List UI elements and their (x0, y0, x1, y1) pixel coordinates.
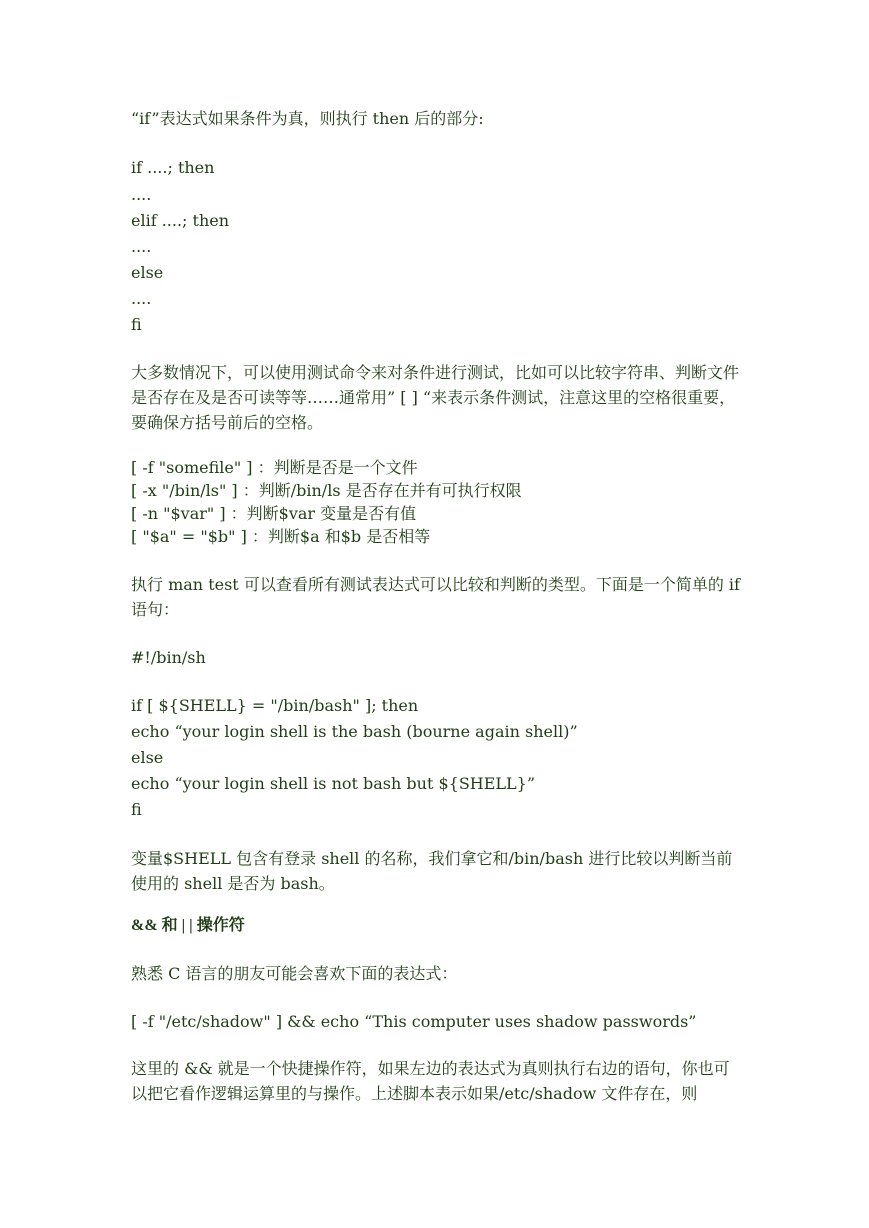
syntax-line: .... (131, 237, 152, 256)
and-paragraph: 这里的 && 就是一个快捷操作符，如果左边的表达式为真则执行右边的语句，你也可以把它看作逻辑运算里的与操作。上述脚本表示如果/etc/shadow 文件存在，则 (131, 1059, 730, 1103)
test-paragraph: 大多数情况下，可以使用测试命令来对条件进行测试，比如可以比较字符串、判断文件是否存在及是否可读等等……通常用” [ ] “来表示条件测试，注意这里的空格很重要，要确保方括号前后的空格。 (131, 363, 740, 432)
operators-heading: && 和 | | 操作符 (131, 917, 245, 934)
syntax-line: else (131, 263, 164, 282)
script-line: if [ ${SHELL} = "/bin/bash" ]; then (131, 696, 419, 715)
script-line: fi (131, 800, 142, 819)
script-line: echo “your login shell is the bash (bourne again shell)” (131, 722, 578, 741)
syntax-line: .... (131, 289, 152, 308)
script-line: echo “your login shell is not bash but ${SHELL}” (131, 774, 536, 793)
syntax-line: elif ....; then (131, 211, 230, 230)
test-example: [ -f "somefile" ] ：判断是否是一个文件 (131, 458, 418, 477)
test-example: [ -n "$var" ] ：判断$var 变量是否有值 (131, 504, 417, 523)
shadow-command: [ -f "/etc/shadow" ] && echo “This computer uses shadow passwords” (131, 1012, 697, 1031)
intro-text: “if”表达式如果条件为真，则执行 then 后的部分: (131, 109, 484, 128)
syntax-line: .... (131, 185, 152, 204)
syntax-line: fi (131, 315, 142, 334)
script-line: else (131, 748, 164, 767)
c-paragraph: 熟悉 C 语言的朋友可能会喜欢下面的表达式： (131, 964, 458, 983)
man-paragraph: 执行 man test 可以查看所有测试表达式可以比较和判断的类型。下面是一个简单的 if 语句： (131, 575, 740, 619)
shebang-line: #!/bin/sh (131, 648, 206, 667)
shell-paragraph: 变量$SHELL 包含有登录 shell 的名称，我们拿它和/bin/bash 进行比较以判断当前使用的 shell 是否为 bash。 (131, 849, 733, 893)
test-example: [ -x "/bin/ls" ] ：判断/bin/ls 是否存在并有可执行权限 (131, 481, 522, 500)
syntax-line: if ....; then (131, 158, 215, 177)
test-example: [ "$a" = "$b" ] ：判断$a 和$b 是否相等 (131, 527, 431, 546)
